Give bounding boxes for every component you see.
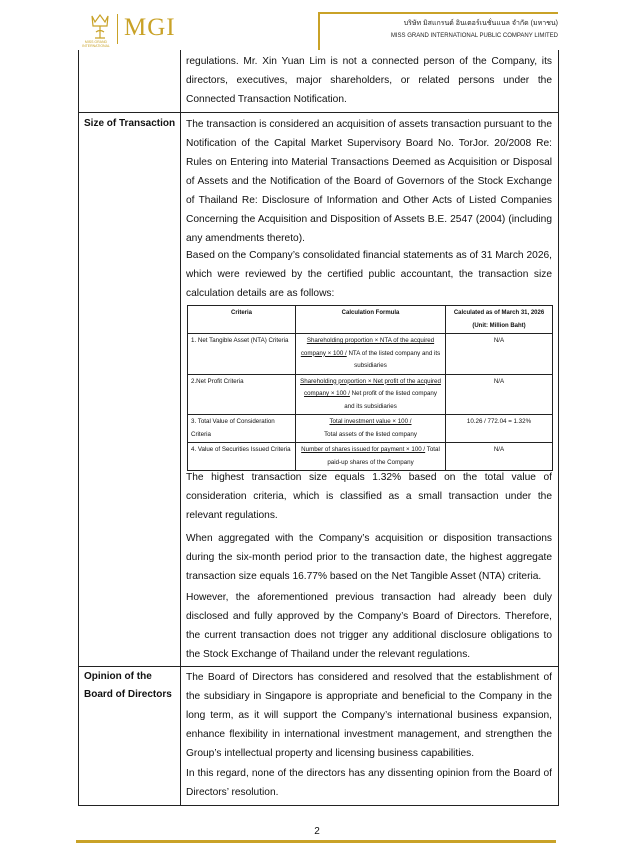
logo-divider [117, 14, 118, 44]
header-rule-top [318, 12, 558, 14]
row-divider-2 [78, 666, 559, 667]
table-column-divider [180, 50, 181, 806]
logo-caption: MISS GRAND INTERNATIONAL [82, 40, 110, 48]
formula-cell [296, 374, 446, 415]
table-row [188, 334, 553, 375]
size-paragraph-1: The transaction is considered an acquisition of assets transaction pursuant to the Notification of the Capital Market Supervisory Board No. TorJor. 20/2008 Re: Rules on Entering into Material Transactions Deemed as Acquisition or Disposal of Assets and the Notification of the Board of Governors of the Stock Exchange of Thailand Re: Disclosure of Information and Other Acts of Listed Companies Concerning the Acquisition and Disposition of Assets B.E. 2547 (2004) (including any amendments thereto). [186, 119, 552, 244]
table-border-bottom [78, 805, 559, 806]
table-row [188, 374, 553, 415]
table-border-left [78, 50, 79, 806]
formula-denominator: Total paid-up shares of the Company [327, 446, 440, 466]
opinion-paragraph-2: In this regard, none of the directors has any dissenting opinion from the Board of Directors’ resolution. [186, 768, 552, 798]
table-border-right [558, 50, 559, 806]
company-name-thai: บริษัท มิสแกรนด์ อินเตอร์เนชั่นแนล จำกัด (มหาชน) [403, 20, 558, 27]
value-cell: N/A [446, 443, 553, 471]
table-header-row [188, 306, 553, 334]
formula-numerator: Shareholding proportion × NTA of the acquired company × 100 / [300, 337, 435, 357]
criteria-cell: 4. Value of Securities Issued Criteria [188, 443, 296, 471]
criteria-cell: 3. Total Value of Consideration Criteria [188, 415, 296, 443]
size-paragraph-4: When aggregated with the Company’s acquisition or disposition transactions during the six-month period prior to the transaction date, the highest aggregate transaction size equals 16.77% based on the Net Tangible Asset (NTA) criteria. [186, 533, 552, 582]
size-paragraph-2: Based on the Company’s consolidated financial statements as of 31 March 2026, which were reviewed by the certified public accountant, the transaction size calculation details are as follows: [186, 250, 552, 299]
formula-cell [296, 443, 446, 471]
formula-denominator: NTA of the listed company and its subsidiaries [348, 349, 441, 369]
criteria-cell: 1. Net Tangible Asset (NTA) Criteria [188, 334, 296, 375]
formula-numerator: Shareholding proportion × Net profit of the acquired company × 100 / [300, 377, 441, 397]
opinion-paragraph-1: The Board of Directors has considered and resolved that the establishment of the subsidiary in Singapore is appropriate and beneficial to the Company in the long term, as it will support the Company’s international business expansion, enhance flexibility in international investment management, and strengthen the Group’s intellectual property and licensing business capabilities. [186, 672, 552, 759]
opinion-label: Opinion of the Board of Directors [84, 671, 172, 700]
formula-denominator: Net profit of the listed company and its subsidiaries [344, 390, 437, 410]
brand-logo: MGI [124, 14, 176, 41]
formula-numerator: Total investment value × 100 / [329, 418, 412, 425]
size-of-transaction-label: Size of Transaction [84, 118, 176, 129]
footer-rule [76, 840, 556, 843]
header-criteria: Criteria [188, 306, 296, 334]
value-cell: N/A [446, 334, 553, 375]
header-calculated-value: Calculated as of March 31, 2026 (Unit: Million Baht) [446, 306, 553, 334]
table-row [188, 443, 553, 471]
value-cell: 10.26 / 772.04 = 1.32% [446, 415, 553, 443]
size-paragraph-3: The highest transaction size equals 1.32% based on the total value of consideration criteria, which is classified as a small transaction under the relevant regulations. [186, 472, 552, 521]
row-divider-1 [78, 112, 559, 113]
formula-numerator: Number of shares issued for payment × 100 / [301, 446, 426, 453]
size-paragraph-5: However, the aforementioned previous transaction had already been duly disclosed and fully approved by the Company’s Board of Directors. Therefore, the current transaction does not trigger any additional disclosure obligations to the Stock Exchange of Thailand under the relevant regulations. [186, 592, 552, 660]
formula-cell [296, 334, 446, 375]
page-number: 2 [314, 826, 320, 837]
transaction-size-table [187, 305, 553, 471]
formula-cell [296, 415, 446, 443]
formula-denominator: Total assets of the listed company [324, 430, 417, 438]
value-cell: N/A [446, 374, 553, 415]
continuation-paragraph: regulations. Mr. Xin Yuan Lim is not a connected person of the Company, its directors, executives, major shareholders, or related persons under the Connected Transaction Notification. [186, 56, 552, 105]
table-row [188, 415, 553, 443]
criteria-cell: 2.Net Profit Criteria [188, 374, 296, 415]
company-name-english: MISS GRAND INTERNATIONAL PUBLIC COMPANY LIMITED [390, 33, 558, 39]
header-calculation-formula: Calculation Formula [296, 306, 446, 334]
